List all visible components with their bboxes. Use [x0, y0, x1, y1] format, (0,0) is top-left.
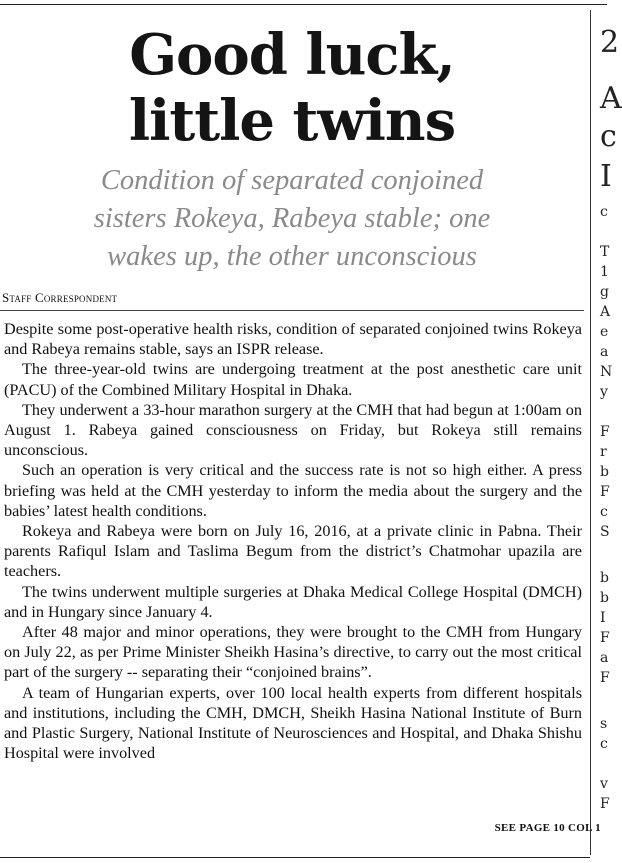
adjacent-letter: b: [600, 570, 609, 586]
adjacent-letter: F: [600, 484, 610, 500]
subhead-line-2: sisters Rokeya, Rabeya stable; one: [93, 203, 491, 234]
adjacent-letter: s: [600, 716, 608, 732]
adjacent-big-letter: c: [600, 119, 617, 154]
paragraph-1: Despite some post-operative health risks, condition of separated conjoined twins Rokeya and Rabeya remains stable, says an ISPR release.: [4, 320, 582, 359]
article-body: [0, 319, 584, 763]
column-rule: [590, 10, 591, 855]
adjacent-letter: b: [600, 590, 609, 606]
headline-line-1: Good luck,: [129, 22, 455, 88]
subhead-line-1: Condition of separated conjoined: [100, 165, 484, 196]
paragraph-6: The twins underwent multiple surgeries at Dhaka Medical College Hospital (DMCH) and in Hungary since January 4.: [4, 582, 582, 621]
adjacent-letter: A: [600, 304, 611, 320]
subhead-line-3: wakes up, the other unconscious: [107, 241, 477, 272]
paragraph-4: Such an operation is very critical and the success rate is not so high either. A press briefing was held at the CMH yesterday to inform the media about the surgery and the babies’ latest health conditions.: [4, 461, 582, 520]
byline: Staff Correspondent: [2, 290, 118, 305]
adjacent-letter: c: [600, 736, 608, 752]
headline-line-2: little twins: [128, 88, 456, 154]
adjacent-letter: S: [600, 524, 610, 540]
adjacent-letter: T: [600, 244, 610, 260]
adjacent-column-fragment: [596, 0, 622, 863]
adjacent-letter: 1: [600, 264, 609, 280]
paragraph-3: They underwent a 33-hour marathon surgery at the CMH that had begun at 1:00am on August 1. Rabeya gained consciousness on Friday, but Rokeya still remains unconscious.: [4, 400, 582, 460]
adjacent-big-letter: I: [600, 159, 612, 194]
adjacent-letter: I: [600, 610, 606, 626]
adjacent-letter: c: [600, 504, 608, 520]
continuation-link[interactable]: SEE PAGE 10 COL 1: [494, 822, 601, 834]
adjacent-letter: a: [600, 650, 609, 666]
adjacent-letter: N: [600, 364, 613, 380]
adjacent-letter: r: [600, 444, 607, 460]
paragraph-5: Rokeya and Rabeya were born on July 16, 2016, at a private clinic in Pabna. Their parents Rafiqul Islam and Taslima Begum from the district’s Chatmohar upazila are teachers.: [4, 522, 582, 581]
adjacent-letter: e: [600, 324, 609, 340]
adjacent-letter: F: [600, 424, 610, 440]
bottom-rule: [0, 857, 590, 858]
paragraph-7: After 48 major and minor operations, they were brought to the CMH from Hungary on July 22, as per Prime Minister Sheikh Hasina’s directive, to carry out the most critical part of the surgery -- separating their “conjoined brains”.: [4, 623, 582, 682]
adjacent-letter: c: [600, 204, 608, 220]
byline-rule: [0, 310, 584, 311]
adjacent-letter: b: [600, 464, 609, 480]
paragraph-2: The three-year-old twins are undergoing treatment at the post anesthetic care unit (PACU) of the Combined Military Hospital in Dhaka.: [4, 360, 582, 399]
paragraph-8: A team of Hungarian experts, over 100 local health experts from different hospitals and institutions, including the CMH, DMCH, Sheikh Hasina National Institute of Burn and Plastic Surgery, National Institute of Neurosciences and Hospital, and Dhaka Shishu Hospital were involved: [4, 683, 582, 763]
headline: [0, 22, 584, 154]
adjacent-letter: F: [600, 630, 610, 646]
adjacent-letter: y: [600, 384, 608, 400]
adjacent-letter: a: [600, 344, 609, 360]
adjacent-letter: F: [600, 796, 610, 812]
adjacent-letter: g: [600, 284, 609, 300]
adjacent-big-letter: 2: [600, 25, 620, 60]
adjacent-big-letter: A: [600, 81, 622, 116]
adjacent-letter: F: [600, 670, 610, 686]
subheadline: [0, 162, 584, 276]
adjacent-letter: v: [600, 776, 608, 792]
